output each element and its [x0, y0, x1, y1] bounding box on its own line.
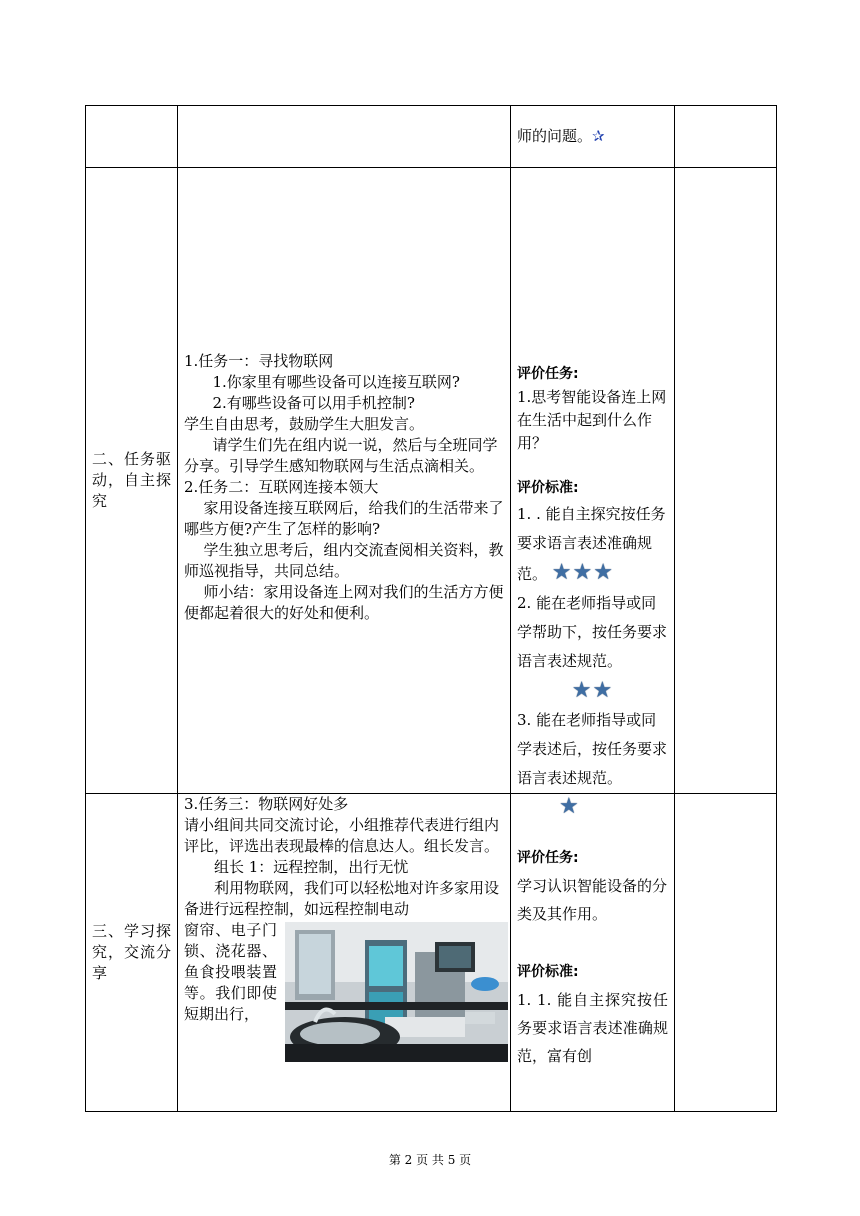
star-rating-2: ★★ [571, 678, 614, 703]
task2-title: 2.任务二：互联网连接本领大 [184, 478, 379, 496]
star-rating-3: ★★★ [551, 560, 614, 585]
paragraph: 利用物联网，我们可以轻松地对许多家用设备进行远程控制，如远程控制电动 [184, 879, 500, 918]
stage-cell [86, 794, 178, 1112]
paragraph-wrapped: 窗帘、电子门锁、浇花器、鱼食投喂装置等。我们即使短期出行， [184, 921, 277, 1023]
paragraph: 学生自由思考，鼓励学生大胆发言。 [184, 415, 425, 433]
content-cell [178, 106, 511, 168]
table-row [86, 106, 777, 168]
table-row [86, 794, 777, 1112]
smart-kitchen-photo-icon [285, 922, 508, 1062]
star-outline-icon: ✰ [592, 127, 605, 145]
smart-kitchen-image [285, 922, 508, 1062]
eval-cell [511, 794, 675, 1112]
stage-label: 二、任务驱动，自主探究 [92, 450, 171, 510]
eval-task-text: 学习认识智能设备的分类及其作用。 [517, 877, 668, 923]
eval-standard-3: 3. 能在老师指导或同学表述后，按任务要求语言表述规范。 [517, 711, 668, 787]
eval-standard-heading: 评价标准: [517, 480, 579, 496]
eval-standard-1: 1. . 能自主探究按任务要求语言表述准确规范。 ★★★ [517, 505, 666, 585]
stage-cell [86, 168, 178, 794]
eval-standard-2: 2. 能在老师指导或同学帮助下，按任务要求语言表述规范。 [517, 594, 668, 670]
star-rating-1: ★ [559, 794, 580, 819]
notes-cell [675, 106, 777, 168]
table-row [86, 168, 777, 794]
paragraph: 学生独立思考后，组内交流查阅相关资料，教师巡视指导，共同总结。 [184, 541, 504, 580]
eval-cell [511, 106, 675, 168]
notes-cell [675, 168, 777, 794]
stage-label: 三、学习探究，交流分享 [92, 922, 171, 982]
eval-cell [511, 168, 675, 794]
eval-text: 师的问题。 [517, 127, 593, 145]
paragraph: 家用设备连接互联网后，给我们的生活带来了哪些方便?产生了怎样的影响? [184, 499, 504, 538]
task3-title: 3.任务三：物联网好处多 [184, 795, 349, 813]
eval-standard-1: 1. 1. 能自主探究按任务要求语言表述准确规范，富有创 [517, 991, 668, 1065]
eval-standard-heading: 评价标准: [517, 964, 579, 980]
paragraph: 请小组间共同交流讨论，小组推荐代表进行组内评比，评选出表现最棒的信息达人。组长发言。 [184, 816, 500, 855]
question-1: 1.你家里有哪些设备可以连接互联网? [212, 373, 460, 391]
paragraph: 师小结：家用设备连上网对我们的生活方方便便都起着很大的好处和便利。 [184, 583, 504, 622]
task1-title: 1.任务一：寻找物联网 [184, 352, 334, 370]
paragraph: 组长 1：远程控制，出行无忧 [214, 858, 409, 876]
stage-cell [86, 106, 178, 168]
paragraph: 请学生们先在组内说一说，然后与全班同学分享。引导学生感知物联网与生活点滴相关。 [184, 436, 498, 475]
notes-cell [675, 794, 777, 1112]
question-2: 2.有哪些设备可以用手机控制? [212, 394, 415, 412]
content-cell [178, 168, 511, 794]
lesson-plan-table [85, 105, 777, 1112]
eval-task-text: 1.思考智能设备连上网在生活中起到什么作用？ [517, 388, 667, 452]
eval-task-heading: 评价任务: [517, 850, 579, 866]
page-footer: 第 2 页 共 5 页 [388, 1153, 472, 1167]
content-cell [178, 794, 511, 1112]
eval-task-heading: 评价任务: [517, 366, 579, 382]
